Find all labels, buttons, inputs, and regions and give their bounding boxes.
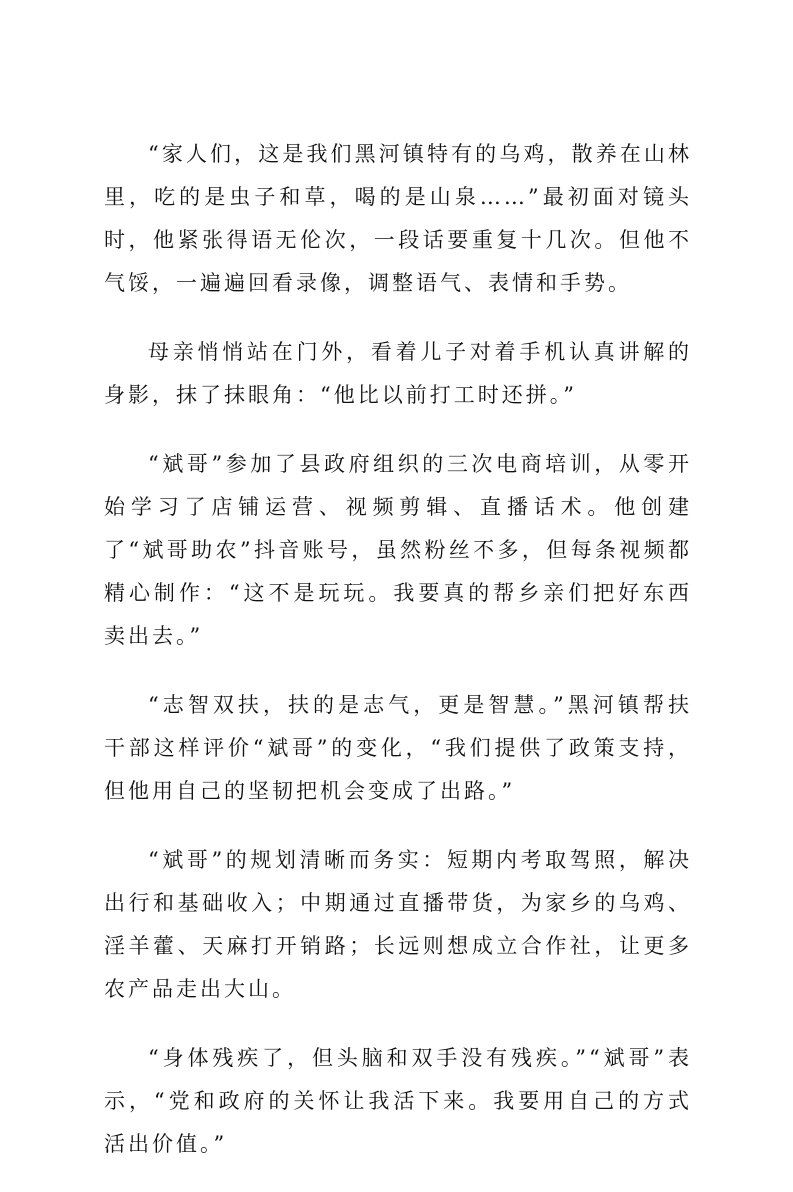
paragraph-3: “斌哥”参加了县政府组织的三次电商培训，从零开始学习了店铺运营、视频剪辑、直播话术。他创建了“斌哥助农”抖音账号，虽然粉丝不多，但每条视频都精心制作：“这不是玩玩。我要真的帮乡亲们把好东西卖出去。” <box>104 452 692 648</box>
paragraph-4: “志智双扶，扶的是志气，更是智慧。”黑河镇帮扶干部这样评价“斌哥”的变化，“我们提供了政策支持，但他用自己的坚韧把机会变成了出路。” <box>104 693 692 803</box>
article-body <box>104 133 692 1192</box>
paragraph-2: 母亲悄悄站在门外，看着儿子对着手机认真讲解的身影，抹了抹眼角：“他比以前打工时还拼。” <box>104 340 692 407</box>
paragraph-6: “身体残疾了，但头脑和双手没有残疾。”“斌哥”表示，“党和政府的关怀让我活下来。我要用自己的方式活出价值。” <box>104 1046 692 1156</box>
paragraph-1: “家人们，这是我们黑河镇特有的乌鸡，散养在山林里，吃的是虫子和草，喝的是山泉……”最初面对镜头时，他紧张得语无伦次，一段话要重复十几次。但他不气馁，一遍遍回看录像，调整语气、表情和手势。 <box>104 142 692 295</box>
paragraph-5: “斌哥”的规划清晰而务实：短期内考取驾照，解决出行和基础收入；中期通过直播带货，为家乡的乌鸡、淫羊藿、天麻打开销路；长远则想成立合作社，让更多农产品走出大山。 <box>104 848 692 1001</box>
